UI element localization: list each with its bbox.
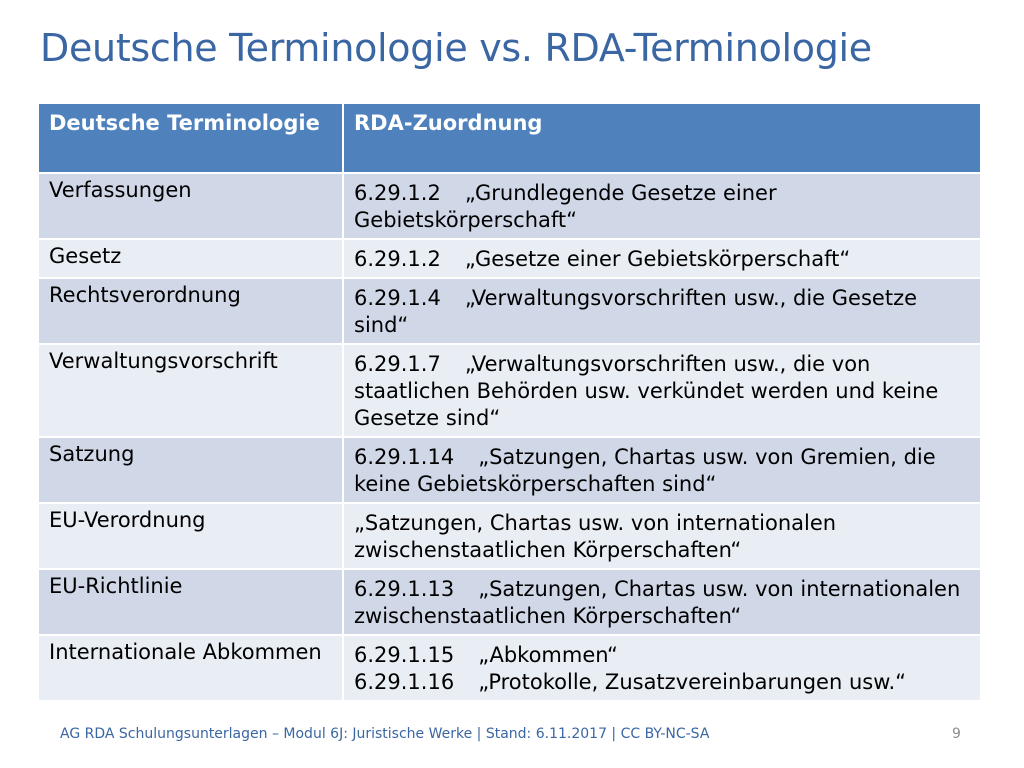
rda-entry xyxy=(354,576,970,630)
rda-code: 6.29.1.13 xyxy=(354,577,455,601)
rda-mapping-cell xyxy=(343,569,981,635)
rda-mapping-cell xyxy=(343,173,981,239)
rda-description: „Verwaltungsvorschriften usw., die von staatlichen Behörden usw. verkündet werden und keine Gesetze sind“ xyxy=(354,352,939,430)
term-cell: EU-Richtlinie xyxy=(38,569,343,635)
rda-mapping-cell xyxy=(343,278,981,344)
rda-description: „Protokolle, Zusatzvereinbarungen usw.“ xyxy=(478,670,907,694)
term-cell: Rechtsverordnung xyxy=(38,278,343,344)
rda-mapping-cell xyxy=(343,239,981,278)
rda-entry xyxy=(354,285,970,339)
rda-mapping-cell xyxy=(343,437,981,503)
rda-code: 6.29.1.2 xyxy=(354,181,441,205)
rda-description: „Grundlegende Gesetze einer Gebietskörperschaft“ xyxy=(354,181,777,232)
table-row xyxy=(38,635,981,701)
term-cell: Internationale Abkommen xyxy=(38,635,343,701)
table-row xyxy=(38,503,981,569)
term-cell: Gesetz xyxy=(38,239,343,278)
rda-description: „Verwaltungsvorschriften usw., die Gesetze sind“ xyxy=(354,286,918,337)
rda-code: 6.29.1.16 xyxy=(354,670,455,694)
rda-code: 6.29.1.7 xyxy=(354,352,441,376)
table-row xyxy=(38,239,981,278)
rda-description: „Satzungen, Chartas usw. von Gremien, die keine Gebietskörperschaften sind“ xyxy=(354,445,936,496)
rda-code: 6.29.1.2 xyxy=(354,247,441,271)
rda-entry xyxy=(354,351,970,432)
rda-entry xyxy=(354,180,970,234)
table-row xyxy=(38,437,981,503)
rda-entry xyxy=(354,246,970,273)
rda-code: 6.29.1.4 xyxy=(354,286,441,310)
rda-mapping-cell xyxy=(343,503,981,569)
table-row xyxy=(38,569,981,635)
table-body xyxy=(38,173,981,701)
rda-mapping-cell xyxy=(343,635,981,701)
rda-code: 6.29.1.14 xyxy=(354,445,455,469)
term-cell: Satzung xyxy=(38,437,343,503)
term-cell: EU-Verordnung xyxy=(38,503,343,569)
rda-entry xyxy=(354,510,970,564)
rda-entry xyxy=(354,642,970,669)
rda-description: „Gesetze einer Gebietskörperschaft“ xyxy=(464,247,851,271)
table-row xyxy=(38,344,981,437)
term-cell: Verwaltungsvorschrift xyxy=(38,344,343,437)
page-number: 9 xyxy=(952,726,961,742)
header-rda-mapping: RDA-Zuordnung xyxy=(343,103,981,173)
rda-description: „Satzungen, Chartas usw. von internationalen zwischenstaatlichen Körperschaften“ xyxy=(354,511,837,562)
rda-description: „Abkommen“ xyxy=(478,643,618,667)
page-title: Deutsche Terminologie vs. RDA-Terminologie xyxy=(40,26,872,70)
table-header-row xyxy=(38,103,981,173)
rda-code: 6.29.1.15 xyxy=(354,643,455,667)
rda-description: „Satzungen, Chartas usw. von internationalen zwischenstaatlichen Körperschaften“ xyxy=(354,577,961,628)
header-german-terminology: Deutsche Terminologie xyxy=(38,103,343,173)
rda-mapping-cell xyxy=(343,344,981,437)
table-row xyxy=(38,278,981,344)
term-cell: Verfassungen xyxy=(38,173,343,239)
table-row xyxy=(38,173,981,239)
rda-entry xyxy=(354,669,970,696)
rda-entry xyxy=(354,444,970,498)
footer-text: AG RDA Schulungsunterlagen – Modul 6J: Juristische Werke | Stand: 6.11.2017 | CC BY-NC-SA xyxy=(60,726,710,742)
terminology-table xyxy=(37,102,982,702)
